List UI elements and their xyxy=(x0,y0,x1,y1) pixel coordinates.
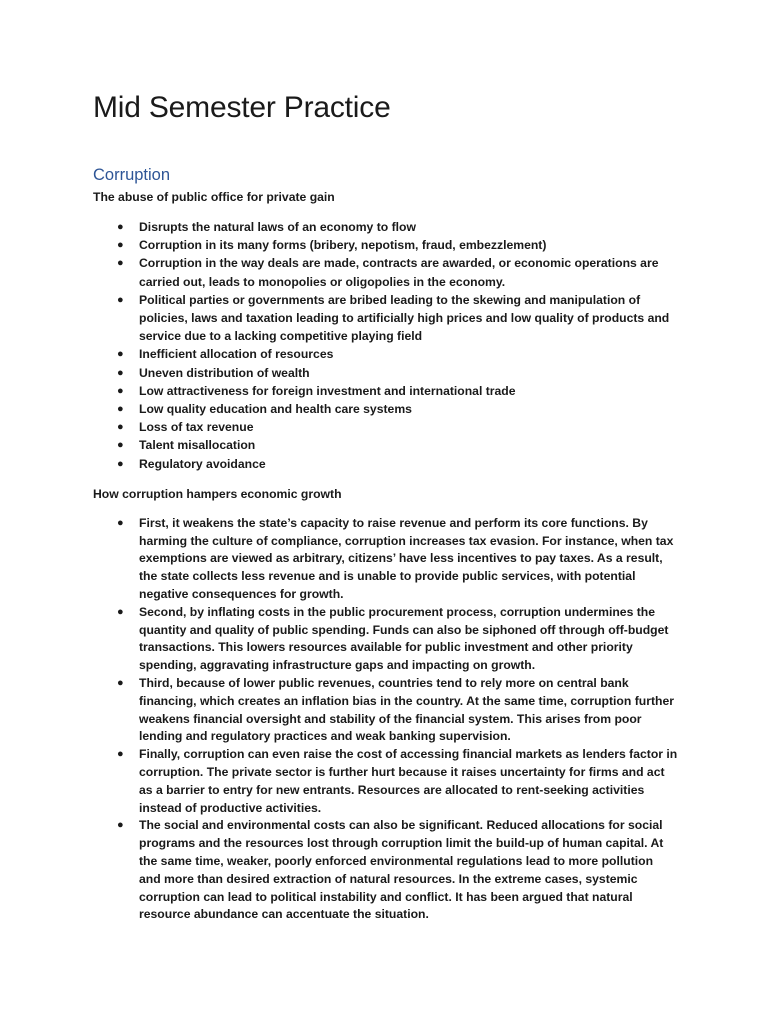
bullet-icon: ● xyxy=(117,348,124,361)
bullet-icon: ● xyxy=(117,293,124,306)
list-item xyxy=(93,418,678,436)
bullet-icon: ● xyxy=(117,239,124,252)
list-item-text: Loss of tax revenue xyxy=(139,420,254,435)
list-item xyxy=(93,746,678,817)
list-item xyxy=(93,400,678,418)
bullet-icon: ● xyxy=(117,457,124,470)
bullet-icon: ● xyxy=(117,748,124,761)
list-item xyxy=(93,515,678,604)
list-item xyxy=(93,364,678,382)
list-item-text: Corruption in its many forms (bribery, nepotism, fraud, embezzlement) xyxy=(139,238,547,253)
list-item-text: Finally, corruption can even raise the cost of accessing financial markets as lenders factor in corruption. The private sector is further hurt because it raises uncertainty for firms and act as a barrier to entry for new entrants. Resources are allocated to rent-seeking activities instead of productive activities. xyxy=(139,747,678,815)
bullet-icon: ● xyxy=(117,677,124,690)
corruption-definition: The abuse of public office for private gain xyxy=(93,190,335,204)
document-page xyxy=(93,88,678,924)
growth-heading: How corruption hampers economic growth xyxy=(93,486,342,501)
list-item-text: First, it weakens the state’s capacity to raise revenue and perform its core functions. By harming the culture of compliance, corruption increases tax evasion. For instance, when tax exemptions are viewed as arbitrary, citizens’ have less incentives to pay taxes. As a result, the state collects less revenue and is unable to provide public services, with potential negative consequences for growth. xyxy=(139,515,674,602)
list-item xyxy=(93,236,678,254)
bullet-icon: ● xyxy=(117,421,124,434)
list-item-text: Disrupts the natural laws of an economy to flow xyxy=(139,220,416,234)
section-heading-corruption: Corruption xyxy=(93,166,171,184)
list-item xyxy=(93,604,678,675)
list-item-text: Inefficient allocation of resources xyxy=(139,347,334,362)
list-item xyxy=(93,218,678,236)
bullet-icon: ● xyxy=(117,221,124,233)
bullet-icon: ● xyxy=(117,403,124,416)
list-item-text: Talent misallocation xyxy=(139,438,256,453)
corruption-effects-list xyxy=(93,218,678,473)
list-item xyxy=(93,345,678,363)
list-item xyxy=(93,455,678,473)
list-item-text: Third, because of lower public revenues, countries tend to rely more on central bank financing, which creates an inflation bias in the country. At the same time, corruption further weakens financial oversight and stability of the financial system. This arises from poor lending and regulatory practices and weak banking supervision. xyxy=(139,676,674,744)
document-title: Mid Semester Practice xyxy=(93,91,391,124)
list-item-text: Uneven distribution of wealth xyxy=(139,365,310,380)
list-item-text: Low quality education and health care systems xyxy=(139,402,412,417)
bullet-icon: ● xyxy=(117,384,124,397)
list-item-text: Political parties or governments are bribed leading to the skewing and manipulation of policies, laws and taxation leading to artificially high prices and low quality of products and service due to a lacking competitive playing field xyxy=(139,292,670,344)
bullet-icon: ● xyxy=(117,257,124,270)
list-item-text: Second, by inflating costs in the public procurement process, corruption undermines the quantity and quality of public spending. Funds can also be siphoned off through off-budget transactions. This lowers resources available for public investment and other priority spending, aggravating infrastructure gaps and impacting on growth. xyxy=(139,604,669,673)
bullet-icon: ● xyxy=(117,366,124,379)
list-item xyxy=(93,817,678,924)
list-item xyxy=(93,291,678,346)
bullet-icon: ● xyxy=(117,605,124,618)
bullet-icon: ● xyxy=(117,516,124,529)
list-item xyxy=(93,382,678,400)
list-item-text: Corruption in the way deals are made, contracts are awarded, or economic operations are carried out, leads to monopolies or oligopolies in the economy. xyxy=(139,256,659,289)
list-item-text: Low attractiveness for foreign investment and international trade xyxy=(139,383,516,398)
list-item xyxy=(93,436,678,454)
bullet-icon: ● xyxy=(117,819,124,832)
list-item-text: Regulatory avoidance xyxy=(139,456,266,471)
list-item xyxy=(93,254,678,290)
list-item xyxy=(93,675,678,746)
bullet-icon: ● xyxy=(117,439,124,452)
growth-points-list xyxy=(93,515,678,924)
list-item-text: The social and environmental costs can also be significant. Reduced allocations for social programs and the resources lost through corruption limit the build-up of human capital. At the same time, weaker, poorly enforced environmental regulations lead to more pollution and more than desired extraction of natural resources. In the extreme cases, systemic corruption can lead to political instability and conflict. It has been argued that natural resource abundance can accentuate the situation. xyxy=(139,818,664,922)
